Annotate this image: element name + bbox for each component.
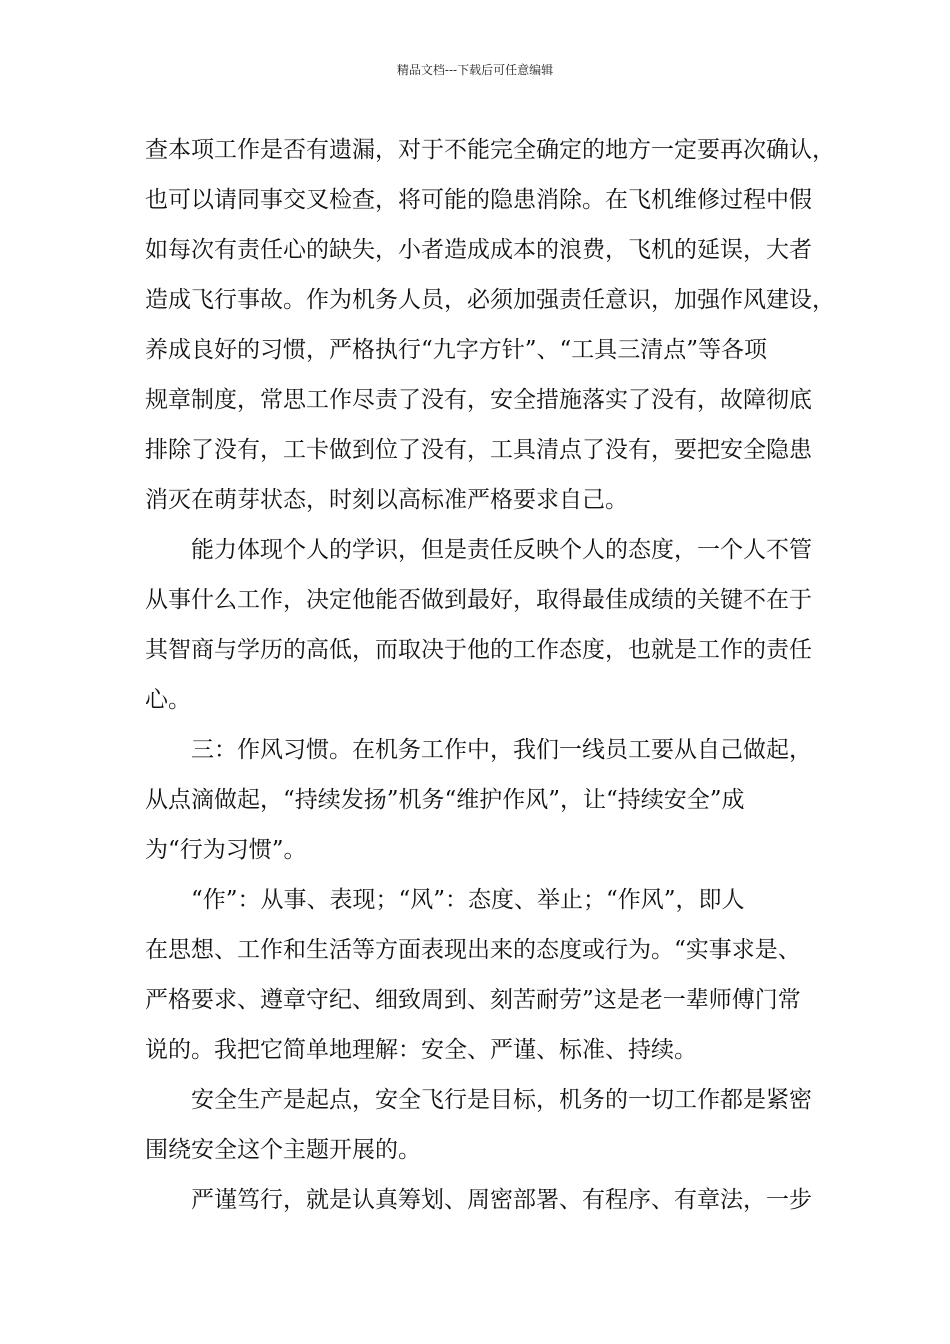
body-line: 造成飞行事故。作为机务人员，必须加强责任意识，加强作风建设， [145,287,835,313]
body-line: 如每次有责任心的缺失，小者造成成本的浪费，飞机的延误，大者 [145,237,812,263]
body-line: 安全生产是起点，安全飞行是目标，机务的一切工作都是紧密 [145,1087,812,1113]
body-line: “作”：从事、表现；“风”：态度、举止；“作风”，即人 [145,887,745,913]
body-line: 从点滴做起，“持续发扬”机务“维护作风”，让“持续安全”成 [145,787,745,813]
document-body [145,125,835,1225]
body-line: 心。 [145,687,191,713]
body-line: 为“行为习惯”。 [145,837,307,863]
body-line: 严格要求、遵章守纪、细致周到、刻苦耐劳”这是老一辈师傅门常 [145,987,801,1013]
body-line: 三：作风习惯。在机务工作中，我们一线员工要从自己做起， [145,737,812,763]
body-line: 说的。我把它简单地理解：安全、严谨、标准、持续。 [145,1037,697,1063]
body-line: 规章制度，常思工作尽责了没有，安全措施落实了没有，故障彻底 [145,387,812,413]
body-line: 也可以请同事交叉检查，将可能的隐患消除。在飞机维修过程中假 [145,187,812,213]
body-line: 能力体现个人的学识，但是责任反映个人的态度，一个人不管 [145,537,812,563]
body-line: 在思想、工作和生活等方面表现出来的态度或行为。“实事求是、 [145,937,801,963]
body-line: 排除了没有，工卡做到位了没有，工具清点了没有，要把安全隐患 [145,437,812,463]
body-line: 查本项工作是否有遗漏，对于不能完全确定的地方一定要再次确认， [145,137,835,163]
body-line: 围绕安全这个主题开展的。 [145,1137,421,1163]
body-line: 消灭在萌芽状态，时刻以高标准严格要求自己。 [145,487,628,513]
body-line: 养成良好的习惯，严格执行“九字方针”、“工具三清点”等各项 [145,337,768,363]
body-line: 严谨笃行，就是认真筹划、周密部署、有程序、有章法，一步 [145,1187,812,1213]
page-header: 精品文档---下载后可任意编辑 [396,63,554,77]
body-line: 其智商与学历的高低，而取决于他的工作态度，也就是工作的责任 [145,637,812,663]
body-line: 从事什么工作，决定他能否做到最好，取得最佳成绩的关键不在于 [145,587,812,613]
